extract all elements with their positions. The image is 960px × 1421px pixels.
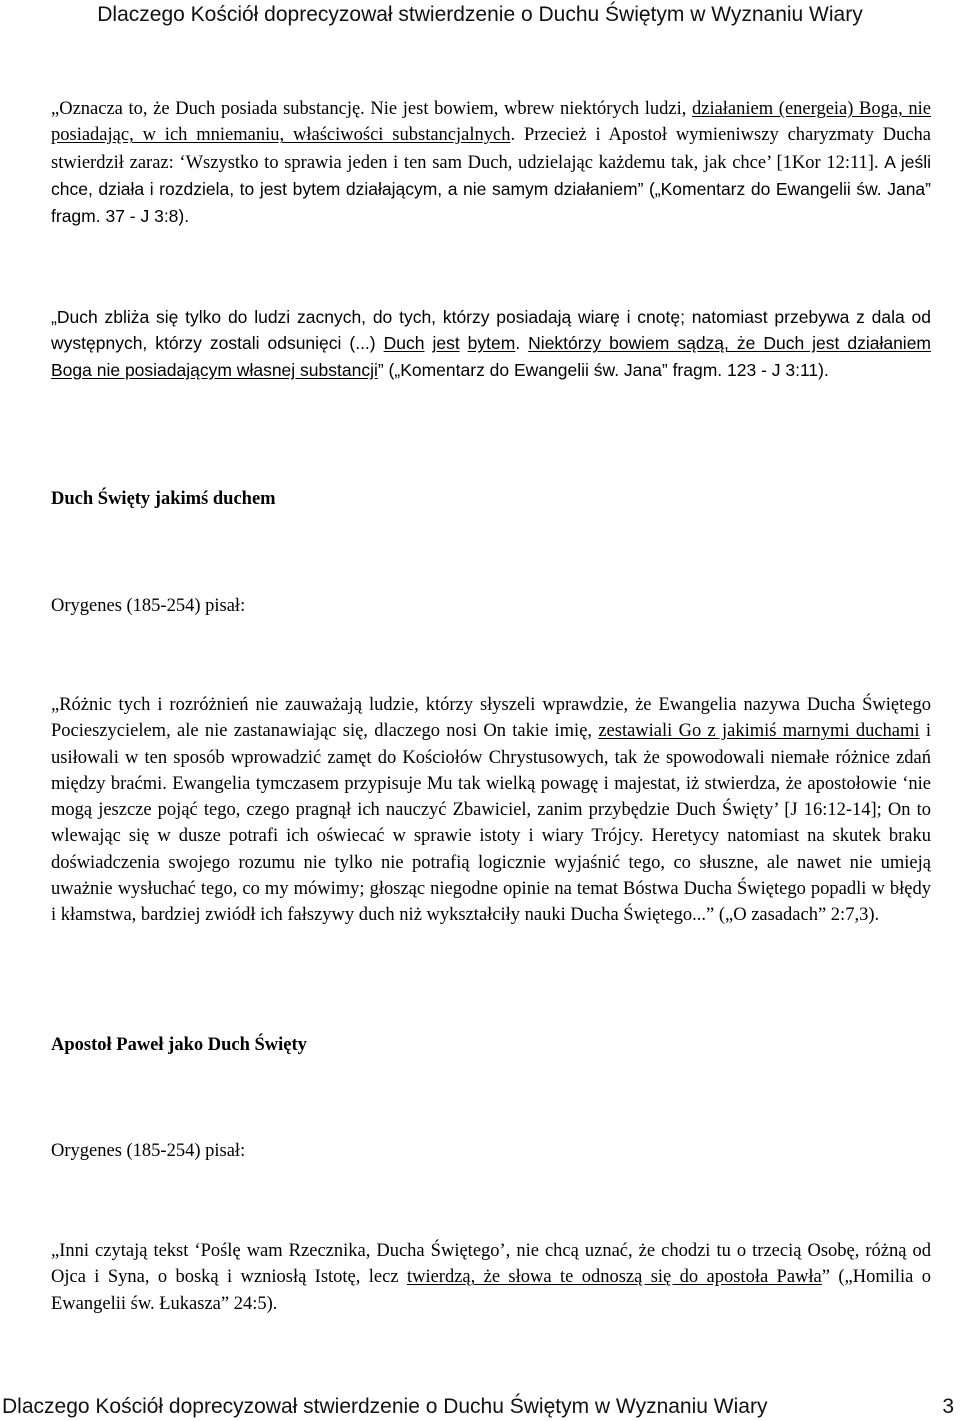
quote1-middle: . Przecież i Apostoł wymieniwszy charyzmaty Ducha stwierdził zaraz: ‘Wszystko to sprawia jeden i ten sam Duch, udzielając każdemu tak, jak chce’ [1Kor 12:11]. <box>51 125 932 173</box>
quote1-underlined: działaniem (energeia) Boga, nie posiadając, w ich mniemaniu, właściwości substancjalnych <box>51 99 931 146</box>
page-header: Dlaczego Kościół doprecyzował stwierdzenie o Duchu Świętym w Wyznaniu Wiary <box>97 3 863 26</box>
quote2-underlined-1: Duch <box>383 333 425 354</box>
quote2-tail: ” („Komentarz do Ewangelii św. Jana” fragm. 123 - J 3:11). <box>377 359 829 380</box>
quote-paragraph-3 <box>51 692 931 929</box>
quote3-underlined: zestawiali Go z jakimiś marnymi duchami <box>598 721 920 742</box>
quote-paragraph-2 <box>51 304 931 383</box>
quote4-lead: „Inni czytają tekst ‘Poślę wam Rzecznika, Ducha Świętego’, nie chcą uznać, że chodzi tu o trzecią Osobę, różną od Ojca i Syna, o boską i wzniosłą Istotę, lecz <box>51 1241 931 1288</box>
section-heading-1: Duch Święty jakimś duchem <box>51 489 276 509</box>
quote-paragraph-4 <box>51 1238 931 1317</box>
page-number: 3 <box>942 1395 954 1418</box>
quote-paragraph-1 <box>51 96 931 230</box>
quote4-underlined: twierdzą, że słowa te odnoszą się do apostoła Pawła <box>406 1267 822 1288</box>
quote1-sans-text: A jeśli chce, działa i rozdziela, to jest bytem działającym, a nie samym działaniem” („Komentarz do Ewangelii św. Jana” fragm. 37 - J 3:8). <box>51 151 932 227</box>
quote3-lead: „Różnic tych i rozróżnień nie zauważają ludzie, którzy słyszeli wprawdzie, że Ewangelia nazywa Ducha Świętego Pocieszycielem, ale nie zastanawiając się, dlaczego nosi On takie imię, <box>51 695 931 742</box>
section2-intro: Orygenes (185-254) pisał: <box>51 1141 246 1161</box>
quote2-lead: „Duch zbliża się tylko do ludzi zacnych, do tych, którzy posiadają wiarę i cnotę; natomiast przebywa z dala od występnych, którzy zostali odsunięci (...) <box>51 307 931 354</box>
quote2-underlined-3: bytem <box>467 333 516 354</box>
section-heading-2: Apostoł Paweł jako Duch Święty <box>51 1035 307 1055</box>
footer-title: Dlaczego Kościół doprecyzował stwierdzenie o Duchu Świętym w Wyznaniu Wiary <box>2 1395 768 1418</box>
quote3-tail: i usiłowali w ten sposób wprowadzić zamęt do Kościołów Chrystusowych, tak że spowodowali niemałe różnice zdań między braćmi. Ewangelia tymczasem przypisuje Mu tak wielką powagę i majestat, iż stwierdza, że apostołowie ‘nie mogą jeszcze pojąć tego, czego pragnął ich nauczyć Zbawiciel, zanim przybędzie Duch Święty’ [J 16:12-14]; On to wlewając się w dusze potrafi ich oświecać w sprawie istoty i wiary Trójcy. Heretycy natomiast na skutek braku doświadczenia swojego rozumu nie tylko nie potrafią logicznie wyjaśnić tego, co słuszne, ale nawet nie umieją uważnie wysłuchać tego, co my mówimy; głosząc niegodne opinie na temat Bóstwa Ducha Świętego popadli w błędy i kłamstwa, bardziej zwiódł ich fałszywy duch niż wykształciły nauki Ducha Świętego...” („O zasadach” 2:7,3). <box>51 721 931 926</box>
quote1-lead: „Oznacza to, że Duch posiada substancję. Nie jest bowiem, wbrew niektórych ludzi, <box>51 99 692 119</box>
quote2-dot: . <box>515 333 529 354</box>
section1-intro: Orygenes (185-254) pisał: <box>51 596 246 616</box>
quote2-underlined-2: jest <box>432 333 460 354</box>
quote2-underlined-4: Niektórzy bowiem sądzą, że Duch jest działaniem Boga nie posiadającym własnej substancji <box>51 333 932 380</box>
quote4-tail: ” („Homilia o Ewangelii św. Łukasza” 24:5). <box>51 1267 932 1314</box>
